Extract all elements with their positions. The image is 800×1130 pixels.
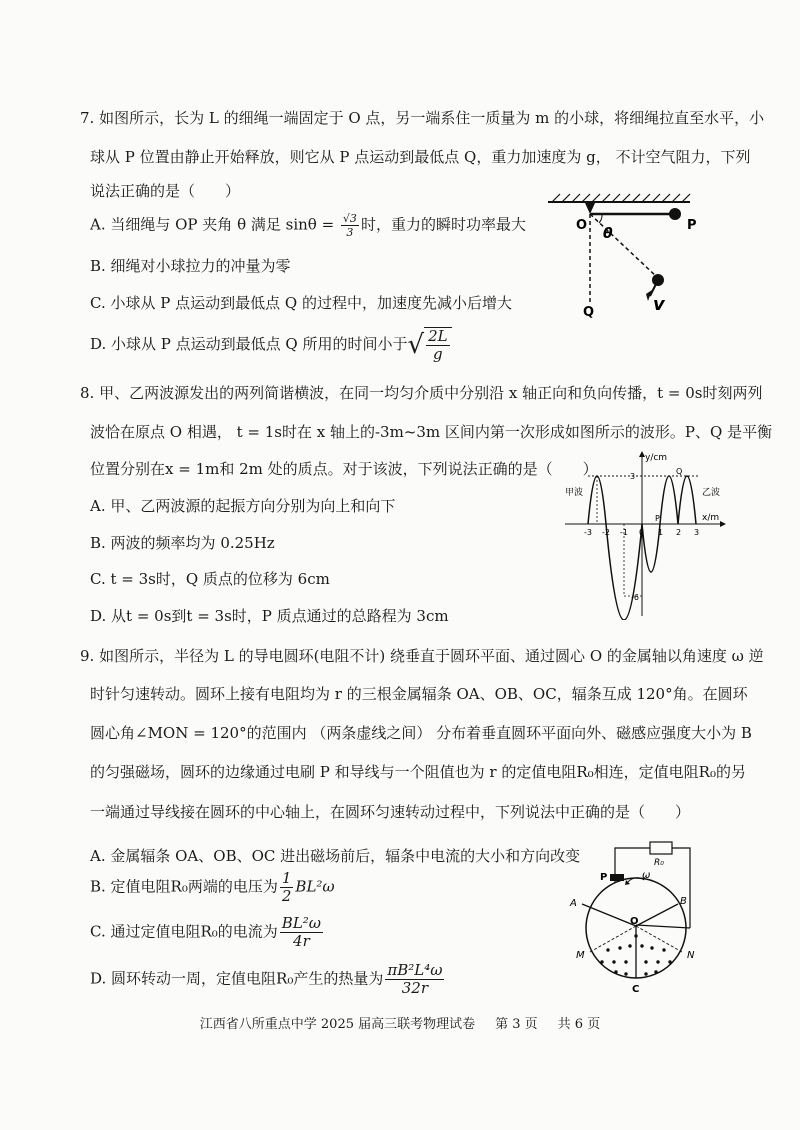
q7-label-q: Q — [583, 305, 595, 320]
q8-left-wave-label: 甲波 — [565, 488, 584, 498]
q7-option-d-sqrt: √ $\frac{2L}{g}$ — [408, 327, 452, 363]
q8-label-q: Q — [676, 467, 683, 476]
q9-option-b-text: B. 定值电阻R₀两端的电压为 — [90, 877, 278, 896]
q8-tick-2: 2 — [676, 528, 682, 537]
q8-xlabel: x/m — [702, 513, 720, 523]
q9-option-d-text: D. 圆环转动一周，定值电阻R₀产生的热量为 — [90, 969, 384, 988]
q9-stem-line5: 一端通过导线接在圆环的中心轴上，在圆环匀速转动过程中，下列说法中正确的是（ ） — [90, 803, 691, 821]
q7-pendulum-figure — [540, 190, 720, 320]
q9-label-p: P — [600, 872, 608, 883]
q9-stem-line1: 9. 如图所示，半径为 L 的导电圆环(电阻不计) 绕垂直于圆环平面、通过圆心 O 的金属轴以角速度 ω 逆 — [80, 647, 764, 665]
q9-label-n: N — [687, 950, 695, 961]
q8-stem-line3: 位置分别在x = 1m和 2m 处的质点。对于该波，下列说法正确的是（ ） — [90, 460, 598, 478]
q7-label-o: O — [576, 218, 588, 233]
q8-label-p: P — [655, 514, 660, 523]
q7-option-c: C. 小球从 P 点运动到最低点 Q 的过程中，加速度先减小后增大 — [90, 294, 512, 312]
q7-option-d-text: D. 小球从 P 点运动到最低点 Q 所用的时间小于 — [90, 335, 408, 353]
q9-stem-line2: 时针匀速转动。圆环上接有电阻均为 r 的三根金属辐条 OA、OB、OC，辐条互成 120°角。在圆环 — [90, 685, 748, 703]
q9-option-d-fraction: $\frac{\text{πB²L⁴ω}}{32r}$ — [387, 961, 443, 997]
q8-option-b: B. 两波的频率均为 0.25Hz — [90, 534, 275, 552]
q8-stem-line2: 波恰在原点 O 相遇， t = 1s时在 x 轴上的-3m~3m 区间内第一次形成如图所示的波形。P、Q 是平衡 — [90, 423, 773, 441]
q7-stem-line1: 7. 如图所示，长为 L 的细绳一端固定于 O 点，另一端系住一质量为 m 的小球，将细绳拉直至水平，小 — [80, 109, 765, 127]
q7-label-theta: θ — [603, 226, 613, 242]
q8-stem-line1: 8. 甲、乙两波源发出的两列简谐横波，在同一均匀介质中分别沿 x 轴正向和负向传播，t = 0s时刻两列 — [80, 384, 763, 402]
q9-stem-line4: 的匀强磁场，圆环的边缘通过电刷 P 和导线与一个阻值也为 r 的定值电阻R₀相连，定值电阻R₀的另 — [90, 763, 746, 781]
q7-label-v: v — [653, 294, 665, 315]
q9-label-c: C — [632, 984, 640, 995]
q7-option-a-tail: 时，重力的瞬时功率最大 — [360, 215, 526, 234]
q9-label-b: B — [680, 896, 687, 907]
q9-option-c-text: C. 通过定值电阻R₀的电流为 — [90, 922, 278, 941]
q7-stem-line2: 球从 P 位置由静止开始释放，则它从 P 点运动到最低点 Q，重力加速度为 g， 不计空气阻力，下列 — [90, 148, 751, 166]
q9-option-b — [90, 870, 335, 905]
q9-option-b-fraction: $\frac{1}{2}$ — [281, 869, 292, 905]
q8-tick-1: 1 — [658, 528, 664, 537]
footer-page-number: 第 3 页 — [495, 1017, 538, 1032]
q7-stem-line3: 说法正确的是（ ） — [90, 182, 241, 200]
q9-label-a: A — [570, 898, 577, 909]
q9-option-d — [90, 962, 446, 997]
q7-option-a — [90, 212, 526, 239]
page-footer — [0, 1013, 800, 1032]
q9-option-c-fraction: $\frac{\text{BL²ω}}{4r}$ — [281, 914, 322, 950]
footer-school: 江西省八所重点中学 2025 届高三联考物理试卷 — [199, 1017, 476, 1032]
q8-tick-3: 3 — [694, 528, 700, 537]
q9-option-b-tail: BL²ω — [295, 877, 335, 896]
q9-stem-line3: 圆心角∠MON = 120°的范围内 （两条虚线之间） 分布着垂直圆环平面向外、磁感应强度大小为 B — [90, 724, 752, 742]
q7-option-a-text: A. 当细绳与 OP 夹角 θ 满足 sinθ = — [90, 215, 339, 234]
q9-label-m: M — [576, 950, 585, 961]
q8-tick-m1: -1 — [620, 528, 628, 537]
q9-label-omega: ω — [642, 870, 651, 881]
q8-y-top: 3 — [630, 472, 636, 481]
q8-y-bottom: -6 — [631, 593, 639, 602]
q7-label-p: P — [687, 218, 697, 233]
q8-tick-m2: -2 — [602, 528, 610, 537]
q8-tick-0: 0 — [639, 528, 645, 537]
q8-option-d: D. 从t = 0s到t = 3s时，P 质点通过的总路程为 3cm — [90, 607, 449, 625]
q8-wave-figure — [560, 448, 730, 620]
q7-option-a-fraction: $\frac{√3}{3}$ — [342, 212, 357, 239]
q9-ring-figure — [560, 838, 710, 998]
q9-label-o: O — [630, 916, 639, 927]
q9-option-c — [90, 915, 325, 950]
q8-tick-m3: -3 — [584, 528, 592, 537]
q8-right-wave-label: 乙波 — [702, 488, 721, 498]
q9-option-a: A. 金属辐条 OA、OB、OC 进出磁场前后，辐条中电流的大小和方向改变 — [90, 847, 581, 865]
q8-ylabel: y/cm — [645, 453, 668, 463]
q7-option-b: B. 细绳对小球拉力的冲量为零 — [90, 257, 291, 275]
q9-label-r0: R₀ — [654, 858, 664, 868]
q8-option-a: A. 甲、乙两波源的起振方向分别为向上和向下 — [90, 497, 396, 515]
q8-option-c: C. t = 3s时，Q 质点的位移为 6cm — [90, 570, 330, 588]
footer-total-pages: 共 6 页 — [557, 1017, 601, 1032]
q7-option-d — [90, 327, 452, 363]
